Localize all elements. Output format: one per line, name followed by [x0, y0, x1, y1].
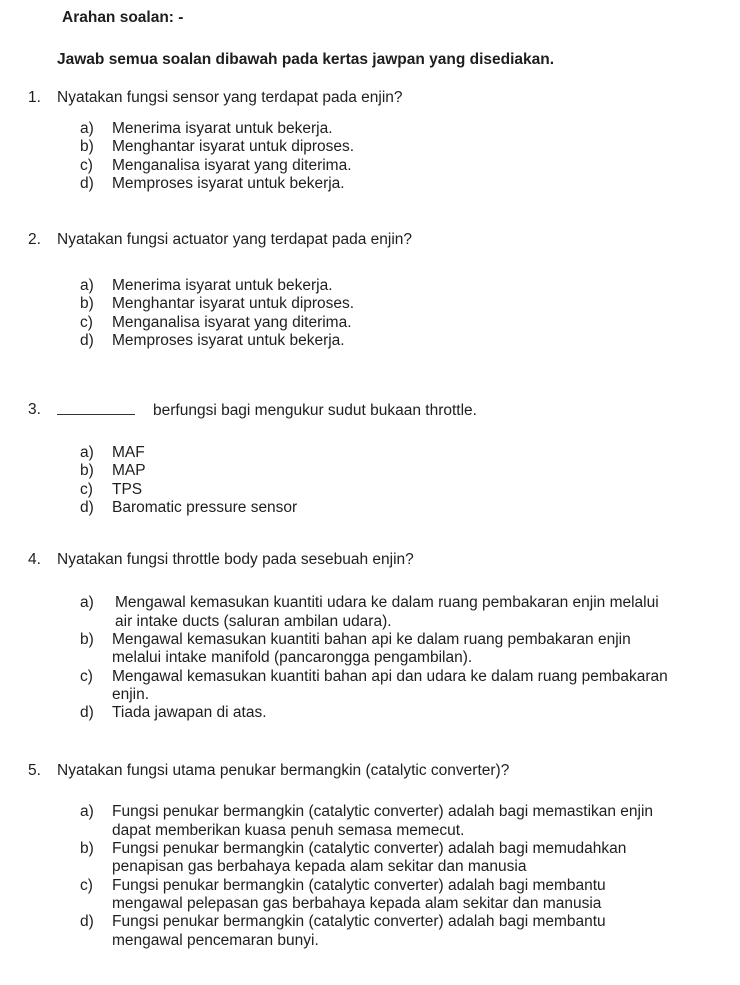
instructions-text: Jawab semua soalan dibawah pada kertas jawpan yang disediakan. [57, 51, 555, 68]
option-text: enjin. [112, 686, 150, 704]
option-b [80, 295, 355, 314]
option-a [80, 594, 659, 631]
option-a [80, 803, 654, 840]
option-text: penapisan gas berbahaya kepada alam sekitar dan manusia [112, 858, 527, 876]
option-text: melalui intake manifold (pancarongga pengambilan). [112, 649, 473, 667]
option-d [80, 175, 345, 194]
option-letter: b) [80, 295, 94, 313]
option-a [80, 120, 333, 139]
question-number: 2. [28, 231, 41, 248]
option-text: Baromatic pressure sensor [112, 499, 298, 517]
option-letter: c) [80, 667, 93, 685]
option-letter: c) [80, 876, 93, 894]
question-text-content: Nyatakan fungsi utama penukar bermangkin (catalytic converter)? [57, 762, 510, 779]
option-text: Mengawal kemasukan kuantiti bahan api dan udara ke dalam ruang pembakaran [112, 667, 668, 685]
option-c [80, 313, 352, 333]
option-d [80, 913, 606, 950]
option-letter: a) [80, 594, 94, 611]
option-letter: a) [80, 120, 94, 137]
question-text [57, 231, 412, 250]
option-letter: b) [80, 630, 94, 648]
option-text: Fungsi penukar bermangkin (catalytic converter) adalah bagi membantu [112, 913, 606, 931]
option-b [80, 630, 631, 668]
option-a [80, 444, 145, 463]
instructions-heading: Arahan soalan: - [62, 9, 184, 26]
option-letter: a) [80, 803, 94, 820]
question-text [57, 89, 403, 108]
option-c [80, 667, 668, 705]
option-letter: a) [80, 277, 94, 294]
option-b [80, 138, 355, 157]
question-text-content: Nyatakan fungsi actuator yang terdapat pada enjin? [57, 231, 413, 248]
option-letter: d) [80, 332, 94, 350]
option-text: Menerima isyarat untuk bekerja. [112, 120, 333, 137]
option-letter: a) [80, 444, 94, 461]
option-text: MAF [112, 444, 145, 461]
option-text: Fungsi penukar bermangkin (catalytic converter) adalah bagi memastikan enjin [112, 803, 654, 820]
option-letter: c) [80, 156, 93, 174]
option-b [80, 839, 627, 877]
option-letter: b) [80, 462, 94, 480]
option-text: Menghantar isyarat untuk diproses. [112, 138, 355, 156]
option-letter: c) [80, 480, 93, 498]
option-letter: d) [80, 704, 94, 722]
answer-blank [57, 401, 135, 415]
option-text: Menganalisa isyarat yang diterima. [112, 313, 352, 331]
question-text-content: berfungsi bagi mengukur sudut bukaan throttle. [153, 402, 477, 419]
question-text [57, 762, 509, 781]
option-text: Menerima isyarat untuk bekerja. [112, 277, 333, 294]
question-number: 3. [28, 401, 41, 418]
question-text [57, 401, 477, 421]
option-text: air intake ducts (saluran ambilan udara). [115, 612, 392, 630]
option-letter: b) [80, 138, 94, 156]
question-text-content: Nyatakan fungsi sensor yang terdapat pada enjin? [57, 89, 403, 106]
option-text: Mengawal kemasukan kuantiti bahan api ke dalam ruang pembakaran enjin [112, 630, 631, 648]
option-letter: c) [80, 313, 93, 331]
question-number: 1. [28, 89, 41, 106]
option-text: MAP [112, 462, 146, 480]
option-text: mengawal pencemaran bunyi. [112, 931, 319, 949]
option-b [80, 462, 146, 481]
question-text-content: Nyatakan fungsi throttle body pada sesebuah enjin? [57, 551, 414, 568]
option-letter: b) [80, 839, 94, 857]
option-d [80, 704, 267, 723]
option-c [80, 876, 606, 914]
option-text: Memproses isyarat untuk bekerja. [112, 175, 345, 193]
option-text: Memproses isyarat untuk bekerja. [112, 332, 345, 350]
option-c [80, 480, 143, 500]
option-text: Menganalisa isyarat yang diterima. [112, 156, 352, 174]
question-number: 4. [28, 551, 41, 568]
option-text: Mengawal kemasukan kuantiti udara ke dalam ruang pembakaran enjin melalui [115, 594, 659, 611]
option-a [80, 277, 333, 296]
question-text [57, 551, 414, 570]
option-text: Tiada jawapan di atas. [112, 704, 267, 722]
option-text: Fungsi penukar bermangkin (catalytic converter) adalah bagi membantu [112, 876, 606, 894]
option-c [80, 156, 352, 176]
option-d [80, 332, 345, 351]
option-letter: d) [80, 175, 94, 193]
option-letter: d) [80, 913, 94, 931]
option-letter: d) [80, 499, 94, 517]
option-d [80, 499, 298, 518]
question-number: 5. [28, 762, 41, 779]
option-text: Fungsi penukar bermangkin (catalytic converter) adalah bagi memudahkan [112, 839, 627, 857]
option-text: TPS [112, 480, 143, 498]
option-text: dapat memberikan kuasa penuh semasa memecut. [112, 821, 465, 839]
option-text: Menghantar isyarat untuk diproses. [112, 295, 355, 313]
option-text: mengawal pelepasan gas berbahaya kepada alam sekitar dan manusia [112, 895, 602, 913]
